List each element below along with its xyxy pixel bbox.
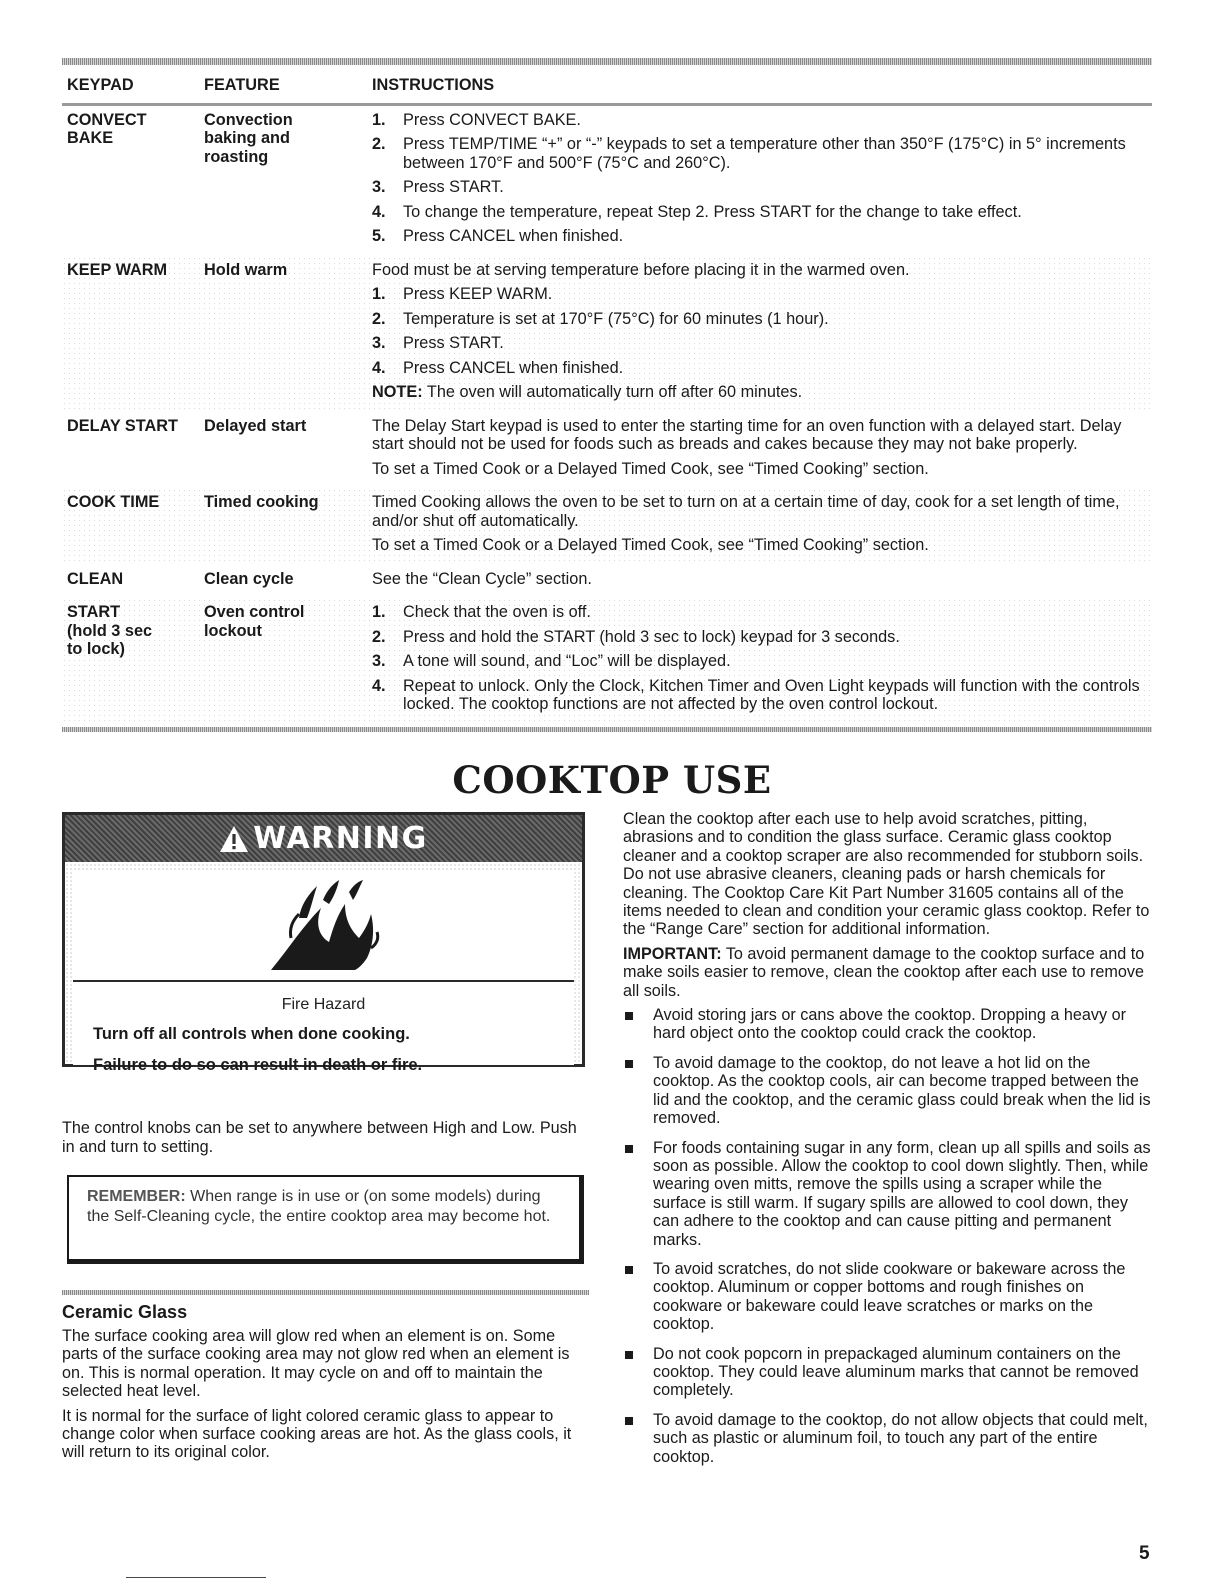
important-text: To avoid permanent damage to the cooktop surface and to make soils easier to remove, clean the cooktop after each use to remove all soils. (623, 944, 1145, 1000)
feature-cell: Timed cooking (204, 493, 319, 511)
header-keypad: KEYPAD (67, 76, 134, 94)
table-row-start-lockout (62, 598, 1152, 724)
feature-cell: Hold warm (204, 260, 288, 279)
table-row-convect-bake (62, 106, 1152, 256)
step-text: Press KEEP WARM. (403, 285, 553, 303)
list-item-text: For foods containing sugar in any form, clean up all spills and soils as soon as possible. Allow the cooktop to cool down slightly. Then, while wearing oven mitts, remove the spills using a scraper while the surface is still warm. If sugary spills are allowed to cool down, they can adhere to the cooktop and can cause pitting and permanent marks. (653, 1138, 1151, 1249)
warning-triangle-icon (219, 825, 249, 853)
step-text: Repeat to unlock. Only the Clock, Kitchen Timer and Oven Light keypads will function with the controls locked. The cooktop functions are not affected by the oven control lockout. (403, 676, 1140, 713)
ceramic-glass-body (62, 1327, 590, 1468)
step-number: 1. (372, 285, 386, 303)
page-number: 5 (1139, 1543, 1150, 1564)
table-row-keep-warm (62, 256, 1152, 412)
list-item-text: To avoid damage to the cooktop, do not leave a hot lid on the cooktop. As the cooktop cools, air can become trapped between the lid and the cooktop, and the ceramic glass could break when the lid is removed. (653, 1053, 1151, 1128)
step-number: 4. (372, 202, 386, 221)
instruction-paragraph: The Delay Start keypad is used to enter the starting time for an oven function with a delayed start. Delay start should not be used for foods such as breads and cakes because they may not bake properly. (372, 416, 1122, 453)
step-text: Check that the oven is off. (403, 603, 591, 621)
step-number: 2. (372, 309, 386, 328)
warning-body (73, 982, 574, 1074)
list-item (623, 1006, 1153, 1043)
step-item (372, 178, 1144, 197)
keypad-cell: CONVECT BAKE (67, 110, 147, 147)
keypad-cell: DELAY START (67, 416, 178, 435)
step-item (372, 677, 1144, 714)
list-item (623, 1260, 1153, 1334)
list-item-text: Avoid storing jars or cans above the cooktop. Dropping a heavy or hard object onto the cooktop could crack the cooktop. (653, 1006, 1127, 1043)
feature-cell: Oven control lockout (204, 603, 305, 640)
step-item (372, 285, 1144, 304)
step-item (372, 628, 1144, 647)
header-feature: FEATURE (204, 76, 280, 94)
instruction-note (372, 383, 1144, 402)
instruction-paragraph: To set a Timed Cook or a Delayed Timed Cook, see “Timed Cooking” section. (372, 536, 929, 554)
step-number: 2. (372, 627, 386, 646)
ceramic-glass-heading: Ceramic Glass (62, 1302, 188, 1322)
step-text: Press START. (403, 178, 504, 196)
control-knobs-text: The control knobs can be set to anywhere between High and Low. Push in and turn to setting. (62, 1119, 577, 1156)
warning-title (219, 821, 428, 856)
instructions-cell (372, 493, 1152, 561)
keypad-cell: CLEAN (67, 569, 124, 588)
list-item-text: Do not cook popcorn in prepackaged aluminum containers on the cooktop. They could leave aluminum marks that cannot be removed completely. (653, 1344, 1139, 1400)
step-text: To change the temperature, repeat Step 2. Press START for the change to take effect. (403, 202, 1022, 221)
instruction-paragraph: To set a Timed Cook or a Delayed Timed Cook, see “Timed Cooking” section. (372, 459, 929, 478)
table-row-clean (62, 565, 1152, 599)
section-divider (62, 1290, 589, 1295)
list-item (623, 1139, 1153, 1249)
hazard-type: Fire Hazard (281, 996, 366, 1013)
step-text: Press CONVECT BAKE. (403, 110, 581, 129)
instructions-cell (372, 603, 1152, 720)
paragraph: The surface cooking area will glow red when an element is on. Some parts of the surface cooking area may not glow red when an element is on. This is normal operation. It may cycle on and off to maintain the selected heat level. (62, 1327, 570, 1401)
step-text: Press and hold the START (hold 3 sec to lock) keypad for 3 seconds. (403, 627, 900, 646)
important-paragraph (623, 945, 1153, 1000)
warning-consequence: Failure to do so can result in death or fire. (93, 1056, 423, 1074)
table-header (62, 65, 1152, 106)
step-item (372, 111, 1144, 130)
warning-instruction: Turn off all controls when done cooking. (93, 1025, 410, 1043)
list-item-text: To avoid damage to the cooktop, do not allow objects that could melt, such as plastic or aluminum foil, to touch any part of the entire cooktop. (653, 1410, 1148, 1466)
step-number: 3. (372, 178, 386, 196)
table-top-rule (62, 58, 1152, 65)
remember-text: When range is in use or (on some models) during the Self-Cleaning cycle, the entire cooktop area may become hot. (87, 1188, 551, 1225)
list-item (623, 1411, 1153, 1466)
note-label: NOTE: (372, 383, 423, 401)
warning-box (62, 812, 585, 1074)
instruction-intro: Food must be at serving temperature before placing it in the warmed oven. (372, 260, 910, 279)
paragraph: Clean the cooktop after each use to help avoid scratches, pitting, abrasions and to condition the glass surface. Ceramic glass cooktop cleaner and a cooktop scraper are also recommended for stubborn soils. Do not use abrasive cleaners, cleaning pads or harsh chemicals for cleaning. The Cooktop Care Kit Part Number 31605 contains all of the items needed to clean and condition your ceramic glass cooktop. Refer to the “Range Care” section for additional information. (623, 810, 1150, 939)
feature-cell: Clean cycle (204, 569, 294, 588)
step-text: Press TEMP/TIME “+” or “-” keypads to set a temperature other than 350°F (175°C) in 5° increments between 170°F and 500°F (75°C and 260°C). (403, 135, 1126, 172)
table-row-delay-start (62, 412, 1152, 489)
step-item (372, 652, 1144, 671)
bullet-icon (623, 1054, 653, 1128)
step-item (372, 227, 1144, 246)
instructions-cell (372, 111, 1152, 252)
keypad-cell: START (hold 3 sec to lock) (67, 603, 153, 658)
step-number: 1. (372, 110, 386, 129)
paragraph: It is normal for the surface of light colored ceramic glass to appear to change color when surface cooking areas are hot. As the glass cools, it will return to its original color. (62, 1406, 572, 1462)
instructions-cell (372, 570, 1152, 595)
bullet-icon (623, 1006, 653, 1043)
important-label: IMPORTANT: (623, 944, 722, 963)
instructions-cell (372, 417, 1152, 485)
step-item (372, 359, 1144, 378)
warning-title-text: WARNING (253, 821, 428, 856)
step-number: 3. (372, 334, 386, 352)
flame-icon (259, 878, 389, 974)
step-number: 5. (372, 227, 386, 245)
step-item (372, 310, 1144, 329)
step-text: Press CANCEL when finished. (403, 358, 624, 377)
header-instructions: INSTRUCTIONS (372, 76, 495, 94)
instructions-cell (372, 261, 1152, 408)
feature-cell: Delayed start (204, 416, 307, 435)
bullet-icon (623, 1411, 653, 1466)
step-item (372, 203, 1144, 222)
step-number: 3. (372, 652, 386, 670)
list-item-text: To avoid scratches, do not slide cookware or bakeware across the cooktop. Aluminum or copper bottoms and rough finishes on cookware or bakeware could leave scratches or marks on the cooktop. (653, 1259, 1126, 1334)
step-item (372, 135, 1144, 172)
list-item (623, 1345, 1153, 1400)
step-text: A tone will sound, and “Loc” will be displayed. (403, 652, 731, 670)
instruction-paragraph: See the “Clean Cycle” section. (372, 569, 592, 588)
footer-link-line (126, 1577, 266, 1578)
instruction-paragraph: Timed Cooking allows the oven to be set to turn on at a certain time of day, cook for a set length of time, and/or shut off automatically. (372, 493, 1120, 530)
step-number: 2. (372, 135, 386, 153)
step-number: 4. (372, 358, 386, 377)
step-text: Press START. (403, 334, 504, 352)
section-title: COOKTOP USE (452, 758, 772, 802)
keypad-cell: COOK TIME (67, 493, 160, 511)
bullet-icon (623, 1345, 653, 1400)
bullet-icon (623, 1139, 653, 1249)
care-list (623, 1006, 1153, 1466)
keypad-table (62, 58, 1152, 732)
step-number: 1. (372, 603, 386, 621)
keypad-cell: KEEP WARM (67, 260, 168, 279)
remember-label: REMEMBER: (87, 1188, 186, 1205)
fire-graphic (73, 872, 574, 982)
list-item (623, 1054, 1153, 1128)
note-text: The oven will automatically turn off after 60 minutes. (422, 383, 803, 401)
step-item (372, 334, 1144, 353)
bullet-icon (623, 1260, 653, 1334)
step-item (372, 603, 1144, 622)
table-bottom-rule (62, 727, 1152, 732)
feature-cell: Convection baking and roasting (204, 110, 293, 166)
step-text: Temperature is set at 170°F (75°C) for 60 minutes (1 hour). (403, 309, 829, 328)
step-number: 4. (372, 676, 386, 695)
warning-header (65, 815, 582, 862)
cleaning-column (623, 810, 1153, 1477)
step-text: Press CANCEL when finished. (403, 227, 624, 245)
remember-box (67, 1175, 584, 1264)
table-row-cook-time (62, 488, 1152, 565)
